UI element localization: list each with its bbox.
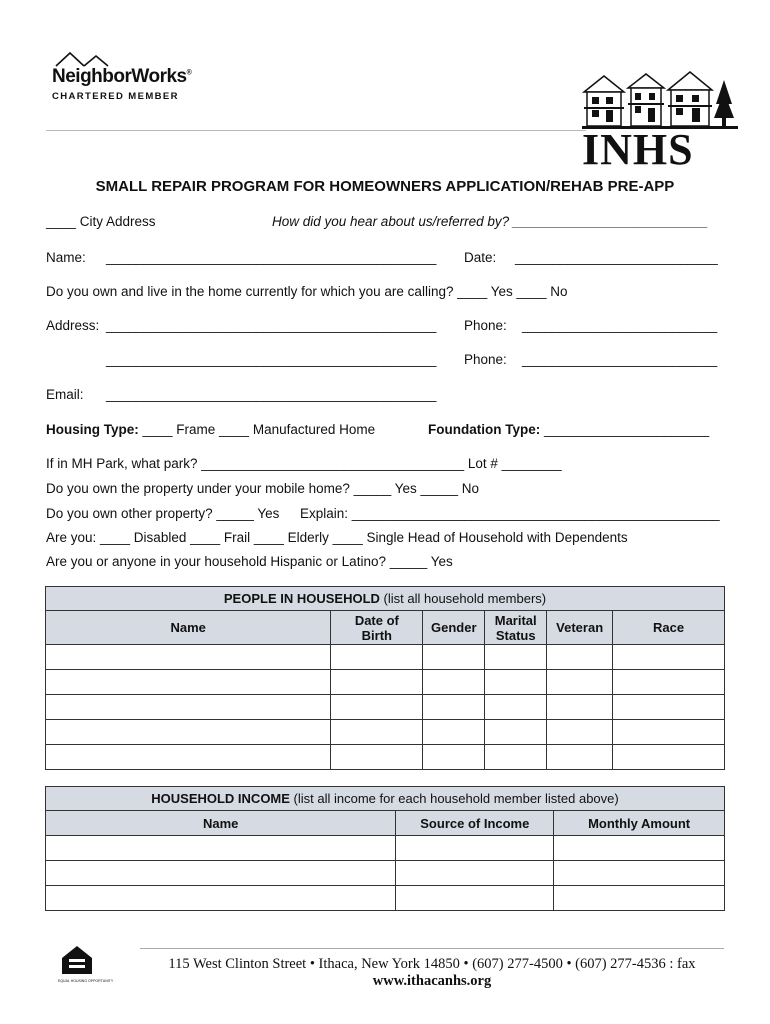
people-table-title [46,587,725,611]
table-row[interactable] [46,886,725,911]
neighborworks-logo [52,50,192,102]
table-cell[interactable] [423,745,485,770]
form-title: SMALL REPAIR PROGRAM FOR HOMEOWNERS APPLICATION/REHAB PRE-APP [95,178,675,195]
foundation-type-row[interactable] [428,422,709,437]
table-cell[interactable] [46,836,396,861]
own-live-question[interactable]: Do you own and live in the home currently for which you are calling? ____ Yes ____ No [46,284,568,299]
own-other-line[interactable]: Do you own other property? _____ Yes [46,506,280,521]
table-cell[interactable] [547,645,613,670]
people-table-title-bold: PEOPLE IN HOUSEHOLD [223,591,380,606]
table-cell[interactable] [46,670,331,695]
registered-mark: ® [186,69,192,77]
email-field[interactable]: ____________________________________________ [106,387,437,402]
table-row[interactable] [46,720,725,745]
people-table-header [46,611,725,645]
chartered-member-label: CHARTERED MEMBER [52,91,179,102]
housing-type-row[interactable] [46,422,375,437]
city-address-line[interactable]: ____ City Address [46,214,156,229]
people-table [45,586,725,770]
table-row[interactable] [46,861,725,886]
equal-housing-logo [58,944,114,986]
explain-line[interactable]: Explain: _________________________________________________ [300,506,720,521]
equal-housing-text: EQUAL HOUSING OPPORTUNITY [58,979,114,983]
mh-park-line[interactable]: If in MH Park, what park? ___________________________________ Lot # ________ [46,456,562,471]
dob-header-line1: Date of [354,612,399,628]
table-row[interactable] [46,645,725,670]
header-divider [46,130,586,131]
table-cell[interactable] [46,720,331,745]
roof-icon [54,50,114,68]
foundation-type-field[interactable]: ______________________ [540,422,710,437]
table-cell[interactable] [554,836,725,861]
marital-header-line1: Marital [494,612,537,628]
col-race-header: Race [613,611,725,645]
table-cell[interactable] [547,695,613,720]
col-marital-header [485,611,547,645]
table-cell[interactable] [613,645,725,670]
table-cell[interactable] [331,695,423,720]
dob-header-line2: Birth [361,627,393,643]
table-cell[interactable] [396,861,554,886]
table-cell[interactable] [331,745,423,770]
housing-type-options[interactable]: ____ Frame ____ Manufactured Home [138,422,376,437]
table-cell[interactable] [547,745,613,770]
houses-icon [582,70,738,132]
table-cell[interactable] [485,745,547,770]
table-cell[interactable] [46,861,396,886]
table-cell[interactable] [331,720,423,745]
table-cell[interactable] [331,670,423,695]
table-cell[interactable] [485,670,547,695]
table-cell[interactable] [423,670,485,695]
footer-address: 115 West Clinton Street • Ithaca, New York 14850 • (607) 277-4500 • (607) 277-4536 : fax [168,956,696,972]
table-cell[interactable] [554,861,725,886]
name-field[interactable]: ____________________________________________ [106,250,437,265]
inhs-wordmark: INHS [582,125,694,174]
table-cell[interactable] [331,645,423,670]
col-gender-header: Gender [423,611,485,645]
table-cell[interactable] [613,720,725,745]
col-monthly-header: Monthly Amount [554,811,725,836]
income-table-title-row [46,787,725,811]
table-row[interactable] [46,670,725,695]
housing-type-label: Housing Type: [46,422,139,437]
table-row[interactable] [46,695,725,720]
table-cell[interactable] [613,670,725,695]
address-field-2[interactable]: ____________________________________________ [106,352,437,367]
are-you-line[interactable]: Are you: ____ Disabled ____ Frail ____ Elderly ____ Single Head of Household with Dependents [46,530,628,545]
income-table-title-bold: HOUSEHOLD INCOME [151,791,290,806]
col-income-name-header: Name [46,811,396,836]
col-source-header: Source of Income [396,811,554,836]
income-table [45,786,725,911]
table-cell[interactable] [46,695,331,720]
table-cell[interactable] [554,886,725,911]
table-cell[interactable] [613,745,725,770]
address-field-1[interactable]: ____________________________________________ [106,318,437,333]
income-table-header [46,811,725,836]
phone-label-2: Phone: [464,352,507,367]
date-label: Date: [464,250,497,265]
phone-field-1[interactable]: __________________________ [522,318,718,333]
income-table-title [46,787,725,811]
table-cell[interactable] [423,720,485,745]
footer-website[interactable]: www.ithacanhs.org [372,973,492,989]
name-label: Name: [46,250,86,265]
foundation-type-label: Foundation Type: [428,422,541,437]
table-cell[interactable] [547,720,613,745]
table-cell[interactable] [485,645,547,670]
hispanic-line[interactable]: Are you or anyone in your household Hispanic or Latino? _____ Yes [46,554,453,569]
referred-by-line[interactable]: How did you hear about us/referred by? __________________________ [272,214,709,229]
people-table-title-rest: (list all household members) [379,591,547,606]
table-cell[interactable] [485,720,547,745]
table-cell[interactable] [46,645,331,670]
neighborworks-name: NeighborWorks [52,66,187,87]
table-cell[interactable] [396,836,554,861]
col-dob-header [331,611,423,645]
date-field[interactable]: ___________________________ [515,250,718,265]
col-name-header: Name [46,611,331,645]
table-cell[interactable] [423,695,485,720]
table-cell[interactable] [423,645,485,670]
table-cell[interactable] [613,695,725,720]
footer-divider [140,948,724,949]
address-label: Address: [46,318,100,333]
table-row[interactable] [46,836,725,861]
table-cell[interactable] [485,695,547,720]
own-under-line[interactable]: Do you own the property under your mobile home? _____ Yes _____ No [46,481,480,496]
table-cell[interactable] [46,886,396,911]
marital-header-line2: Status [495,627,536,643]
phone-field-2[interactable]: __________________________ [522,352,718,367]
table-cell[interactable] [46,745,331,770]
phone-label-1: Phone: [464,318,507,333]
email-label: Email: [46,387,84,402]
inhs-logo [582,70,738,175]
income-table-title-rest: (list all income for each household member listed above) [289,791,619,806]
people-table-title-row [46,587,725,611]
col-veteran-header: Veteran [547,611,613,645]
table-cell[interactable] [396,886,554,911]
table-row[interactable] [46,745,725,770]
equal-housing-icon [58,944,96,976]
table-cell[interactable] [547,670,613,695]
